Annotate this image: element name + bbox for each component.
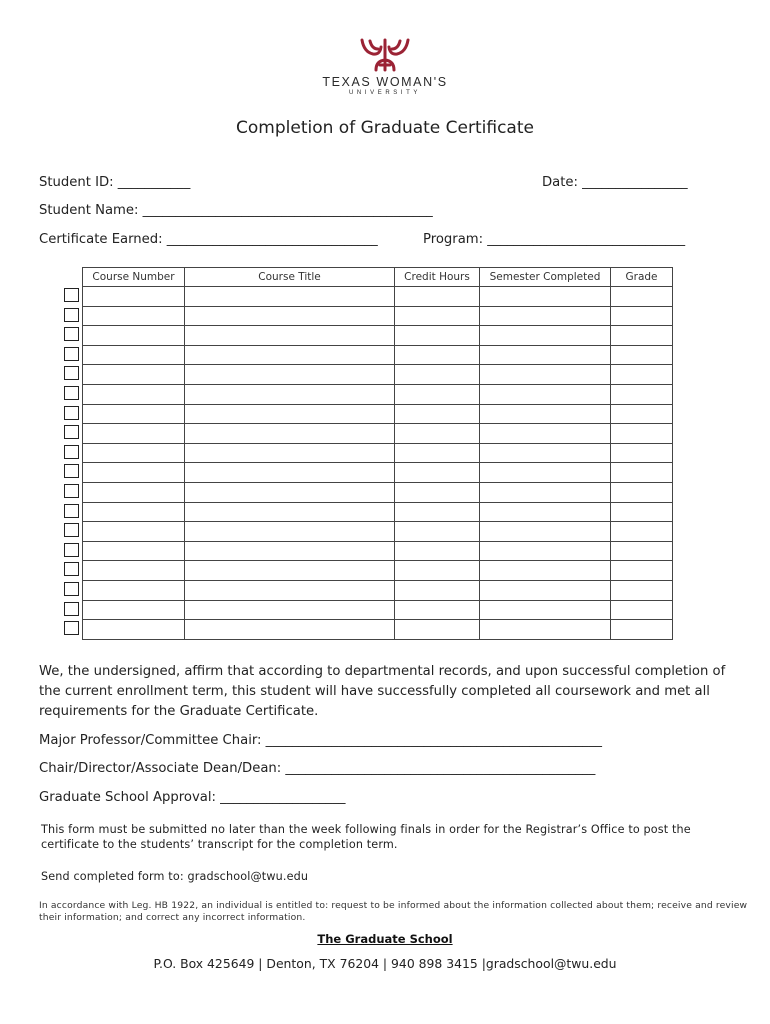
table-row [83, 561, 673, 581]
table-cell[interactable] [83, 287, 185, 307]
row-checkbox[interactable] [64, 602, 79, 616]
table-cell[interactable] [395, 384, 480, 404]
table-cell[interactable] [395, 541, 480, 561]
table-cell[interactable] [611, 482, 673, 502]
certificate-earned-field[interactable]: Certificate Earned: ________________________________ [39, 232, 378, 247]
contact-address: P.O. Box 425649 | Denton, TX 76204 | 940 898 3415 |gradschool@twu.edu [153, 956, 617, 971]
table-cell[interactable] [611, 580, 673, 600]
table-cell[interactable] [185, 404, 395, 424]
table-cell[interactable] [395, 502, 480, 522]
row-checkbox[interactable] [64, 425, 79, 439]
table-cell[interactable] [611, 600, 673, 620]
table-cell[interactable] [611, 287, 673, 307]
table-cell[interactable] [480, 384, 611, 404]
legal-notice: In accordance with Leg. HB 1922, an individual is entitled to: request to be informed about the information collected about them; receive and review their information; and correct any incorrect information. [39, 900, 748, 923]
table-cell[interactable] [185, 345, 395, 365]
table-cell[interactable] [480, 561, 611, 581]
table-cell[interactable] [611, 326, 673, 346]
table-cell[interactable] [395, 326, 480, 346]
table-cell[interactable] [83, 541, 185, 561]
table-cell[interactable] [480, 365, 611, 385]
table-cell[interactable] [611, 345, 673, 365]
table-cell[interactable] [395, 482, 480, 502]
table-cell[interactable] [83, 600, 185, 620]
row-checkbox[interactable] [64, 543, 79, 557]
table-cell[interactable] [480, 482, 611, 502]
row-checkbox[interactable] [64, 308, 79, 322]
table-cell[interactable] [395, 463, 480, 483]
row-checkbox[interactable] [64, 366, 79, 380]
table-cell[interactable] [480, 424, 611, 444]
table-cell[interactable] [83, 404, 185, 424]
table-cell[interactable] [83, 502, 185, 522]
table-cell[interactable] [83, 306, 185, 326]
row-checkbox[interactable] [64, 562, 79, 576]
table-cell[interactable] [611, 404, 673, 424]
student-id-field[interactable]: Student ID: ___________ [39, 175, 191, 190]
page-title: Completion of Graduate Certificate [236, 118, 534, 138]
row-checkbox[interactable] [64, 386, 79, 400]
header-course-title: Course Title [185, 268, 395, 287]
table-row [83, 620, 673, 640]
table-cell[interactable] [611, 541, 673, 561]
table-row [83, 443, 673, 463]
table-cell[interactable] [185, 620, 395, 640]
row-checkbox[interactable] [64, 504, 79, 518]
table-cell[interactable] [83, 561, 185, 581]
table-row [83, 326, 673, 346]
university-logo [0, 36, 770, 96]
table-row [83, 287, 673, 307]
graduate-school-approval-field[interactable]: Graduate School Approval: ___________________ [39, 790, 346, 805]
table-cell[interactable] [185, 580, 395, 600]
row-checkbox[interactable] [64, 484, 79, 498]
table-cell[interactable] [611, 522, 673, 542]
graduate-school-link[interactable]: The Graduate School [317, 932, 453, 946]
table-cell[interactable] [480, 306, 611, 326]
table-cell[interactable] [83, 482, 185, 502]
table-cell[interactable] [185, 306, 395, 326]
table-cell[interactable] [185, 463, 395, 483]
table-cell[interactable] [611, 365, 673, 385]
send-instructions: Send completed form to: gradschool@twu.edu [41, 870, 309, 883]
table-cell[interactable] [83, 463, 185, 483]
table-cell[interactable] [611, 424, 673, 444]
course-table [82, 267, 673, 640]
table-cell[interactable] [395, 580, 480, 600]
table-cell[interactable] [83, 424, 185, 444]
table-row [83, 600, 673, 620]
submission-notice: This form must be submitted no later than the week following finals in order for the Registrar’s Office to post the certificate to the students’ transcript for the completion term. [41, 823, 691, 851]
table-cell[interactable] [480, 620, 611, 640]
table-cell[interactable] [480, 345, 611, 365]
table-cell[interactable] [395, 404, 480, 424]
table-cell[interactable] [185, 384, 395, 404]
table-cell[interactable] [480, 404, 611, 424]
table-cell[interactable] [611, 306, 673, 326]
date-field[interactable]: Date: ________________ [542, 175, 688, 190]
row-checkbox[interactable] [64, 464, 79, 478]
header-course-number: Course Number [83, 268, 185, 287]
table-row [83, 345, 673, 365]
table-cell[interactable] [480, 287, 611, 307]
table-cell[interactable] [611, 620, 673, 640]
table-cell[interactable] [480, 541, 611, 561]
table-cell[interactable] [185, 424, 395, 444]
table-cell[interactable] [480, 443, 611, 463]
table-row [83, 482, 673, 502]
table-cell[interactable] [185, 365, 395, 385]
table-cell[interactable] [611, 502, 673, 522]
table-cell[interactable] [480, 463, 611, 483]
table-cell[interactable] [83, 384, 185, 404]
table-cell[interactable] [185, 326, 395, 346]
row-checkbox[interactable] [64, 406, 79, 420]
table-cell[interactable] [395, 561, 480, 581]
table-cell[interactable] [480, 580, 611, 600]
header-credit-hours: Credit Hours [395, 268, 480, 287]
table-cell[interactable] [185, 287, 395, 307]
table-cell[interactable] [185, 522, 395, 542]
table-cell[interactable] [611, 443, 673, 463]
table-cell[interactable] [83, 345, 185, 365]
course-rows [83, 287, 673, 640]
university-subtitle: UNIVERSITY [348, 90, 421, 96]
table-cell[interactable] [480, 600, 611, 620]
table-row [83, 424, 673, 444]
table-row [83, 522, 673, 542]
table-cell[interactable] [185, 443, 395, 463]
row-checkbox[interactable] [64, 582, 79, 596]
table-cell[interactable] [185, 482, 395, 502]
table-header-row [83, 268, 673, 287]
table-cell[interactable] [480, 522, 611, 542]
table-cell[interactable] [185, 502, 395, 522]
header-grade: Grade [611, 268, 673, 287]
table-cell[interactable] [83, 580, 185, 600]
header-semester-completed: Semester Completed [480, 268, 611, 287]
row-checkbox[interactable] [64, 347, 79, 361]
table-cell[interactable] [611, 384, 673, 404]
table-row [83, 541, 673, 561]
table-row [83, 580, 673, 600]
table-row [83, 306, 673, 326]
table-cell[interactable] [83, 443, 185, 463]
student-name-field[interactable]: Student Name: ____________________________________________ [39, 203, 433, 218]
row-checkbox[interactable] [64, 445, 79, 459]
table-row [83, 502, 673, 522]
row-checkbox[interactable] [64, 288, 79, 302]
major-professor-signature-field[interactable]: Major Professor/Committee Chair: ___________________________________________________ [39, 733, 602, 748]
table-cell[interactable] [395, 287, 480, 307]
table-cell[interactable] [395, 443, 480, 463]
row-checkbox[interactable] [64, 523, 79, 537]
table-cell[interactable] [185, 541, 395, 561]
table-row [83, 404, 673, 424]
table-cell[interactable] [480, 326, 611, 346]
university-name: TEXAS WOMAN'S [322, 75, 448, 89]
table-cell[interactable] [395, 365, 480, 385]
table-row [83, 365, 673, 385]
row-checkbox[interactable] [64, 621, 79, 635]
twu-emblem-icon [359, 36, 411, 74]
program-field[interactable]: Program: ______________________________ [423, 232, 686, 247]
table-cell[interactable] [83, 365, 185, 385]
affirmation-text: We, the undersigned, affirm that according to departmental records, and upon successful completion of the current enrollment term, this student will have successfully completed all coursework and met all requirements for the Graduate Certificate. [39, 664, 726, 719]
table-cell[interactable] [395, 620, 480, 640]
table-cell[interactable] [395, 600, 480, 620]
row-checkbox[interactable] [64, 327, 79, 341]
table-row [83, 463, 673, 483]
table-cell[interactable] [395, 345, 480, 365]
table-cell[interactable] [611, 463, 673, 483]
table-cell[interactable] [395, 522, 480, 542]
table-cell[interactable] [480, 502, 611, 522]
table-cell[interactable] [395, 424, 480, 444]
table-cell[interactable] [185, 600, 395, 620]
chair-signature-field[interactable]: Chair/Director/Associate Dean/Dean: _______________________________________________ [39, 761, 596, 776]
table-cell[interactable] [83, 620, 185, 640]
table-row [83, 384, 673, 404]
table-cell[interactable] [83, 326, 185, 346]
table-cell[interactable] [611, 561, 673, 581]
table-cell[interactable] [83, 522, 185, 542]
table-cell[interactable] [185, 561, 395, 581]
table-cell[interactable] [395, 306, 480, 326]
